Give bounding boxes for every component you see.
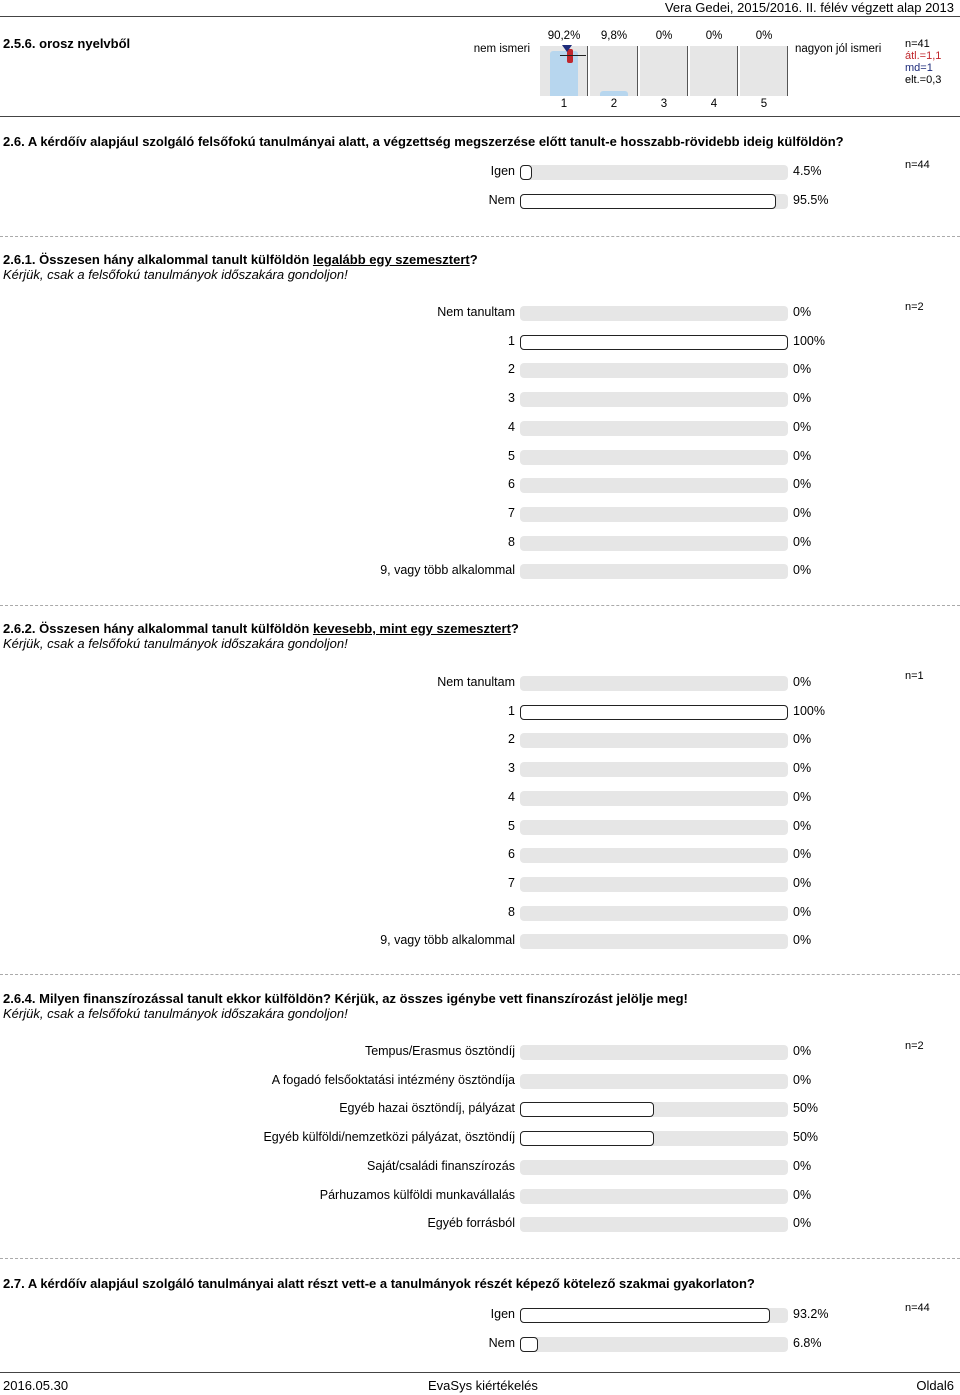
q261-answer-row xyxy=(0,332,960,352)
q264-answer-row xyxy=(0,1128,960,1148)
answer-bar xyxy=(520,1337,538,1352)
answer-bar-track xyxy=(520,1045,788,1060)
answer-percent: 0% xyxy=(793,477,812,492)
answer-label: 9, vagy több alkalommal xyxy=(380,933,515,948)
answer-label: 5 xyxy=(508,448,515,463)
answer-bar xyxy=(520,194,776,209)
q261-title xyxy=(3,252,478,267)
scale-column xyxy=(640,46,688,96)
answer-label: Egyéb külföldi/nemzetközi pályázat, ösztöndíj xyxy=(263,1130,515,1145)
answer-bar-track xyxy=(520,1217,788,1232)
answer-percent: 0% xyxy=(793,933,812,948)
answer-bar-track xyxy=(520,507,788,522)
q264-answer-row xyxy=(0,1071,960,1091)
answer-bar-track xyxy=(520,934,788,949)
answer-percent: 0% xyxy=(793,362,812,377)
answer-bar-track xyxy=(520,194,788,209)
answer-label: 1 xyxy=(508,333,515,348)
q26-answer-row xyxy=(0,191,960,211)
q256-stats xyxy=(905,38,941,86)
scale-column xyxy=(690,46,738,96)
q262-answer-row xyxy=(0,788,960,808)
q264-answer-row xyxy=(0,1157,960,1177)
answer-bar-track xyxy=(520,1189,788,1204)
answer-label: 7 xyxy=(508,505,515,520)
q256-title: 2.5.6. orosz nyelvből xyxy=(3,36,131,51)
q262-answer-row xyxy=(0,845,960,865)
answer-bar xyxy=(520,1102,654,1117)
answer-bar-track xyxy=(520,791,788,806)
deviation-whisker xyxy=(560,55,586,56)
scale-column xyxy=(540,46,588,96)
q256-stat-dev: elt.=0,3 xyxy=(905,74,942,86)
answer-percent: 0% xyxy=(793,847,812,862)
answer-bar-track xyxy=(520,1308,788,1323)
answer-label: Egyéb hazai ösztöndíj, pályázat xyxy=(339,1101,515,1116)
answer-label: Nem tanultam xyxy=(437,305,515,319)
answer-label: 2 xyxy=(508,732,515,747)
footer-rule xyxy=(0,1372,960,1373)
header-rule xyxy=(0,16,960,17)
q256-stat-md: md=1 xyxy=(905,62,933,74)
scale-value-label: 2 xyxy=(610,98,618,110)
answer-bar xyxy=(520,165,532,180)
scale-bar xyxy=(550,51,578,96)
answer-bar-track xyxy=(520,564,788,579)
answer-percent: 0% xyxy=(793,818,812,833)
answer-bar-track xyxy=(520,676,788,691)
answer-bar xyxy=(520,1308,770,1323)
answer-label: 5 xyxy=(508,818,515,833)
q256-right-label: nagyon jól ismeri xyxy=(795,43,882,55)
answer-bar-track xyxy=(520,450,788,465)
answer-label: Nem tanultam xyxy=(437,675,515,689)
answer-bar xyxy=(520,335,788,350)
q261-rule xyxy=(0,605,960,606)
answer-bar-track xyxy=(520,877,788,892)
scale-value-label: 4 xyxy=(710,98,718,110)
answer-bar-track xyxy=(520,165,788,180)
q264-title: 2.6.4. Milyen finanszírozással tanult ekkor külföldön? Kérjük, az összes igénybe vett finanszírozást jelölje meg! xyxy=(3,991,688,1006)
answer-label: Nem xyxy=(488,1335,515,1350)
answer-percent: 0% xyxy=(793,534,812,549)
footer-date: 2016.05.30 xyxy=(3,1378,69,1393)
answer-percent: 100% xyxy=(793,703,825,718)
answer-percent: 6.8% xyxy=(793,1335,822,1350)
q261-answer-row xyxy=(0,447,960,467)
q261-answer-row xyxy=(0,389,960,409)
q262-answer-row xyxy=(0,817,960,837)
answer-label: Egyéb forrásból xyxy=(427,1216,515,1231)
answer-bar-track xyxy=(520,762,788,777)
answer-label: 4 xyxy=(508,419,515,434)
answer-bar-track xyxy=(520,536,788,551)
answer-bar-track xyxy=(520,820,788,835)
answer-bar-track xyxy=(520,733,788,748)
answer-percent: 0% xyxy=(793,1044,812,1058)
answer-percent: 95.5% xyxy=(793,193,829,207)
answer-bar-track xyxy=(520,478,788,493)
answer-bar-track xyxy=(520,1102,788,1117)
q262-title-prefix: 2.6.2. Összesen hány alkalommal tanult külföldön xyxy=(3,621,313,636)
q261-answer-row xyxy=(0,360,960,380)
q262-answer-row xyxy=(0,673,960,693)
q261-answer-row xyxy=(0,303,960,323)
scale-percent-label: 0% xyxy=(705,30,723,42)
answer-percent: 0% xyxy=(793,904,812,919)
answer-bar-track xyxy=(520,906,788,921)
answer-bar-track xyxy=(520,306,788,321)
q264-n: n=2 xyxy=(905,1040,924,1052)
answer-percent: 0% xyxy=(793,789,812,804)
q26-title: 2.6. A kérdőív alapjául szolgáló felsőfokú tanulmányai alatt, a végzettség megszerzése előtt tanult-e hosszabb-rövidebb ideig külföldön? xyxy=(3,134,844,149)
answer-bar xyxy=(520,705,788,720)
answer-bar-track xyxy=(520,1337,788,1352)
q261-answer-row xyxy=(0,561,960,581)
q256-rule xyxy=(0,116,960,117)
q256-scale-chart xyxy=(540,30,788,110)
answer-label: Párhuzamos külföldi munkavállalás xyxy=(319,1187,515,1202)
q261-title-suffix: ? xyxy=(469,252,478,267)
answer-label: Igen xyxy=(490,1307,515,1321)
answer-label: 9, vagy több alkalommal xyxy=(380,563,515,578)
answer-label: Tempus/Erasmus ösztöndíj xyxy=(364,1044,515,1058)
answer-label: Nem xyxy=(488,193,515,207)
q262-answer-row xyxy=(0,730,960,750)
q262-subtitle: Kérjük, csak a felsőfokú tanulmányok időszakára gondoljon! xyxy=(3,636,348,651)
scale-column xyxy=(590,46,638,96)
scale-bar xyxy=(600,91,628,96)
report-header-title: Vera Gedei, 2015/2016. II. félév végzett alap 2013 xyxy=(664,0,954,15)
answer-bar-track xyxy=(520,421,788,436)
scale-percent-label: 90,2% xyxy=(547,30,581,42)
answer-bar-track xyxy=(520,1131,788,1146)
answer-label: 2 xyxy=(508,362,515,377)
q261-title-underlined: legalább egy szemesztert xyxy=(312,252,470,267)
answer-bar-track xyxy=(520,848,788,863)
q264-subtitle: Kérjük, csak a felsőfokú tanulmányok időszakára gondoljon! xyxy=(3,1006,348,1021)
answer-percent: 0% xyxy=(793,1216,812,1231)
answer-percent: 4.5% xyxy=(793,164,822,178)
q262-title-suffix: ? xyxy=(510,621,519,636)
answer-label: 6 xyxy=(508,477,515,492)
q262-title-underlined: kevesebb, mint egy szemesztert xyxy=(312,621,511,636)
q261-title-prefix: 2.6.1. Összesen hány alkalommal tanult külföldön xyxy=(3,252,313,267)
answer-percent: 50% xyxy=(793,1130,819,1145)
footer-page: Oldal6 xyxy=(916,1378,954,1393)
answer-bar-track xyxy=(520,705,788,720)
answer-bar-track xyxy=(520,335,788,350)
answer-percent: 0% xyxy=(793,391,812,406)
answer-percent: 0% xyxy=(793,675,812,689)
q264-answer-row xyxy=(0,1099,960,1119)
answer-percent: 0% xyxy=(793,505,812,520)
answer-bar-track xyxy=(520,1074,788,1089)
answer-label: Igen xyxy=(490,164,515,178)
scale-value-label: 1 xyxy=(560,98,568,110)
q27-answer-row xyxy=(0,1334,960,1354)
footer-center: EvaSys kiértékelés xyxy=(428,1378,538,1393)
answer-label: 3 xyxy=(508,761,515,776)
scale-value-label: 5 xyxy=(760,98,768,110)
q26-answer-row xyxy=(0,162,960,182)
q261-subtitle: Kérjük, csak a felsőfokú tanulmányok időszakára gondoljon! xyxy=(3,267,348,282)
q262-answer-row xyxy=(0,702,960,722)
answer-label: 1 xyxy=(508,703,515,718)
scale-percent-label: 9,8% xyxy=(600,30,628,42)
answer-percent: 50% xyxy=(793,1101,819,1116)
answer-percent: 0% xyxy=(793,1072,812,1087)
scale-column xyxy=(740,46,788,96)
q262-n: n=1 xyxy=(905,670,924,682)
answer-percent: 0% xyxy=(793,419,812,434)
q261-answer-row xyxy=(0,418,960,438)
answer-percent: 93.2% xyxy=(793,1307,829,1321)
answer-percent: 0% xyxy=(793,563,812,578)
q262-answer-row xyxy=(0,903,960,923)
q264-answer-row xyxy=(0,1186,960,1206)
q27-title: 2.7. A kérdőív alapjául szolgáló tanulmányai alatt részt vett-e a tanulmányok részét képező kötelező szakmai gyakorlaton? xyxy=(3,1276,755,1291)
median-marker xyxy=(562,45,572,52)
answer-percent: 100% xyxy=(793,333,825,348)
q256-left-label: nem ismeri xyxy=(473,43,530,55)
answer-percent: 0% xyxy=(793,875,812,890)
q264-answer-row xyxy=(0,1214,960,1234)
answer-percent: 0% xyxy=(793,448,812,463)
q264-rule xyxy=(0,1258,960,1259)
answer-label: 8 xyxy=(508,534,515,549)
answer-label: Saját/családi finanszírozás xyxy=(367,1158,515,1173)
q264-answer-row xyxy=(0,1042,960,1062)
answer-percent: 0% xyxy=(793,1187,812,1202)
scale-percent-label: 0% xyxy=(655,30,673,42)
q262-answer-row xyxy=(0,931,960,951)
scale-percent-label: 0% xyxy=(755,30,773,42)
scale-value-label: 3 xyxy=(660,98,668,110)
q27-answer-row xyxy=(0,1305,960,1325)
answer-percent: 0% xyxy=(793,305,812,319)
answer-label: A fogadó felsőoktatási intézmény ösztöndíja xyxy=(271,1072,515,1087)
q26-rule xyxy=(0,236,960,237)
answer-label: 4 xyxy=(508,789,515,804)
answer-percent: 0% xyxy=(793,732,812,747)
q261-answer-row xyxy=(0,533,960,553)
answer-bar-track xyxy=(520,1160,788,1175)
answer-bar-track xyxy=(520,363,788,378)
answer-bar xyxy=(520,1131,654,1146)
answer-label: 7 xyxy=(508,875,515,890)
q26-n: n=44 xyxy=(905,159,930,171)
q256-stat-avg: átl.=1,1 xyxy=(905,50,942,62)
q261-answer-row xyxy=(0,504,960,524)
q256-stat-n: n=41 xyxy=(905,38,930,50)
answer-label: 3 xyxy=(508,391,515,406)
q262-answer-row xyxy=(0,874,960,894)
q262-title xyxy=(3,621,519,636)
q261-answer-row xyxy=(0,475,960,495)
q262-answer-row xyxy=(0,759,960,779)
q27-n: n=44 xyxy=(905,1302,930,1314)
q261-n: n=2 xyxy=(905,301,924,313)
answer-label: 8 xyxy=(508,904,515,919)
answer-percent: 0% xyxy=(793,1158,812,1173)
answer-percent: 0% xyxy=(793,761,812,776)
q262-rule xyxy=(0,974,960,975)
answer-bar-track xyxy=(520,392,788,407)
answer-label: 6 xyxy=(508,847,515,862)
